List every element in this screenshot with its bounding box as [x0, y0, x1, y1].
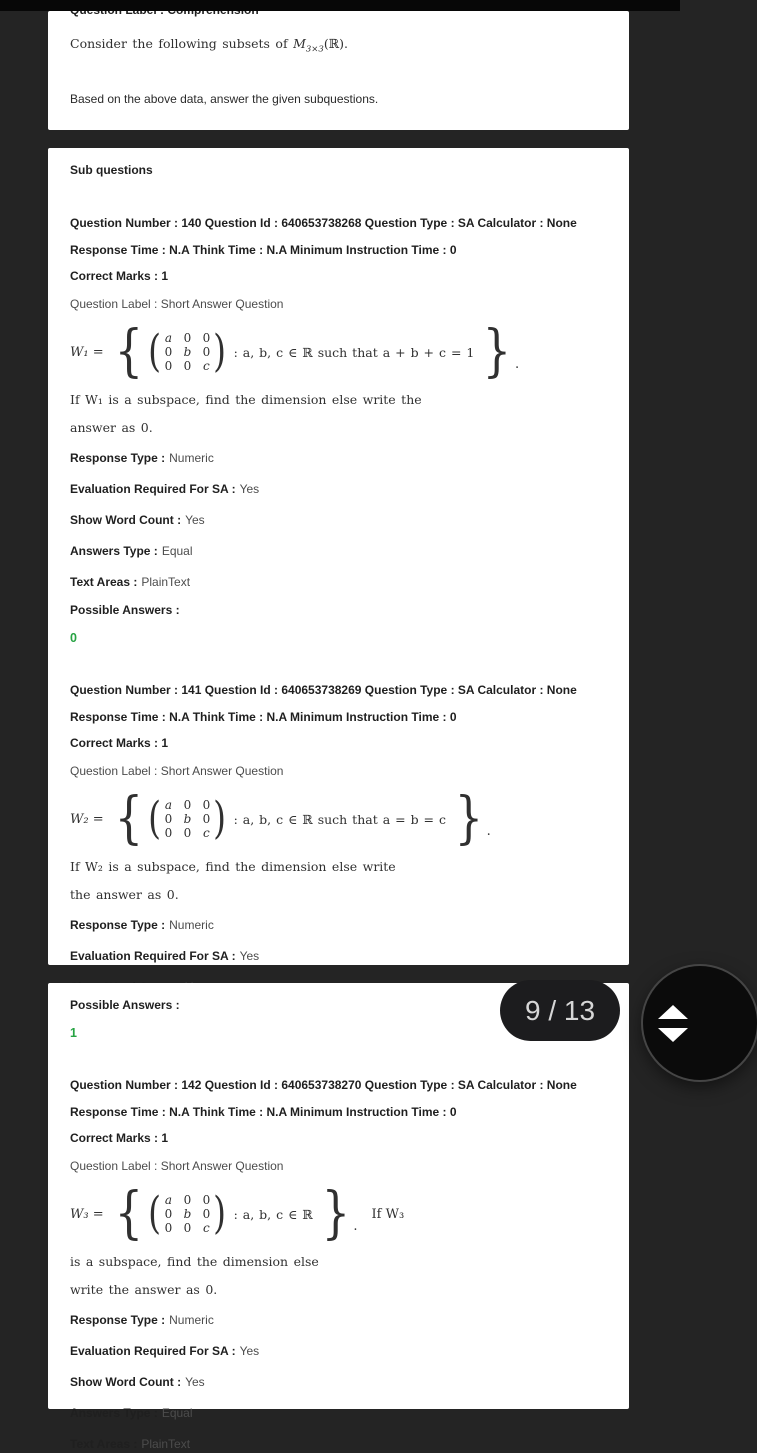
correct-marks-line: Correct Marks : 1	[70, 1131, 169, 1146]
detail-label: Evaluation Required For SA :	[70, 1343, 236, 1358]
detail-value: PlainText	[141, 1436, 191, 1451]
math-period: .	[353, 1219, 358, 1235]
detail-evaluation-required	[70, 947, 607, 965]
close-brace: }	[482, 319, 512, 385]
math-definition-w1	[70, 319, 607, 385]
detail-value: Numeric	[169, 1312, 214, 1327]
detail-label: Text Areas :	[70, 1436, 138, 1451]
math-condition: : a, b, c ∈ ℝ such that a = b = c	[233, 811, 446, 827]
question-header-line1: Question Number : 141 Question Id : 640653738269 Question Type : SA Calculator : None	[70, 682, 577, 697]
possible-answers-label: Possible Answers :	[70, 602, 180, 617]
detail-label: Answers Type :	[70, 1405, 158, 1420]
matrix-w1: a 0 0 0 b 0 0 0 c	[164, 331, 211, 374]
detail-label: Response Type :	[70, 1312, 166, 1327]
possible-answers-label: Possible Answers :	[70, 998, 180, 1012]
detail-response-type	[70, 916, 607, 934]
close-paren: )	[213, 326, 227, 378]
detail-label: Response Type :	[70, 917, 166, 932]
detail-label: Show Word Count :	[70, 512, 182, 527]
detail-value: Yes	[185, 512, 205, 527]
math-lhs: W₁ =	[70, 344, 104, 360]
detail-value: Yes	[239, 481, 260, 496]
detail-value: Numeric	[169, 450, 214, 465]
intro-suffix: (ℝ).	[323, 35, 348, 51]
detail-evaluation-required	[70, 480, 607, 498]
page-indicator-text: 9 / 13	[524, 994, 596, 1026]
open-brace: {	[114, 786, 143, 852]
close-brace: }	[454, 786, 484, 852]
question-label-line: Question Label : Short Answer Question	[70, 764, 284, 779]
matrix-w3: a 0 0 0 b 0 0 0 c	[164, 1193, 211, 1236]
possible-answer-value: 0	[70, 630, 77, 645]
up-arrow-icon	[658, 1005, 688, 1019]
correct-marks-line: Correct Marks : 1	[70, 269, 169, 284]
math-condition: : a, b, c ∈ ℝ such that a + b + c = 1	[233, 344, 475, 360]
detail-label: Answers Type :	[70, 543, 158, 558]
detail-answers-type	[70, 542, 607, 560]
question-header-line1: Question Number : 142 Question Id : 640653738270 Question Type : SA Calculator : None	[70, 1077, 577, 1092]
question-text-line: the answer as 0.	[70, 886, 179, 902]
close-paren: )	[213, 793, 227, 845]
open-paren: (	[148, 793, 162, 845]
math-period: .	[515, 357, 520, 373]
detail-text-areas	[70, 573, 607, 591]
math-period: .	[486, 824, 491, 840]
intro-text: Consider the following subsets of	[70, 35, 288, 51]
question-label-line: Question Label : Short Answer Question	[70, 297, 284, 312]
detail-label: Text Areas :	[70, 574, 138, 589]
math-definition-w2	[70, 786, 607, 852]
matrix-space-symbol: $M_{3\times 3}$	[293, 35, 324, 55]
continued-card	[48, 983, 629, 1451]
detail-response-type	[70, 1311, 607, 1329]
down-arrow-icon	[658, 1028, 688, 1042]
open-paren: (	[148, 326, 162, 378]
page-nav-fab[interactable]	[643, 966, 757, 1080]
detail-show-word-count	[70, 1373, 607, 1391]
top-black-bar	[0, 0, 680, 11]
question-header-line2: Response Time : N.A Think Time : N.A Minimum Instruction Time : 0	[70, 709, 457, 724]
comprehension-intro	[70, 34, 607, 57]
detail-label: Evaluation Required For SA :	[70, 948, 236, 963]
question-text-line: If W₂ is a subspace, find the dimension else write	[70, 859, 396, 875]
question-label-line: Question Label : Short Answer Question	[70, 1159, 284, 1174]
detail-value: Yes	[239, 948, 260, 963]
question-header-line2: Response Time : N.A Think Time : N.A Minimum Instruction Time : 0	[70, 242, 457, 257]
open-brace: {	[114, 319, 143, 385]
question-header-line1: Question Number : 140 Question Id : 640653738268 Question Type : SA Calculator : None	[70, 215, 577, 230]
question-block-140	[70, 217, 607, 645]
based-on-data-text: Based on the above data, answer the given subquestions.	[70, 92, 379, 107]
detail-value: Equal	[161, 1405, 193, 1420]
detail-label: Evaluation Required For SA :	[70, 481, 236, 496]
detail-label: Response Type :	[70, 450, 166, 465]
math-condition: : a, b, c ∈ ℝ	[233, 1206, 313, 1222]
detail-value: Yes	[185, 1374, 205, 1389]
possible-answer-value: 1	[70, 1025, 77, 1040]
matrix-w2: a 0 0 0 b 0 0 0 c	[164, 798, 211, 841]
detail-evaluation-required	[70, 1342, 607, 1360]
detail-value: PlainText	[141, 574, 191, 589]
question-text-line: is a subspace, find the dimension else	[70, 1254, 319, 1270]
question-header-line2: Response Time : N.A Think Time : N.A Minimum Instruction Time : 0	[70, 1104, 457, 1119]
question-text-line: write the answer as 0.	[70, 1281, 218, 1297]
question-text-line: answer as 0.	[70, 419, 153, 435]
subquestions-title: Sub questions	[70, 163, 153, 177]
correct-marks-line: Correct Marks : 1	[70, 736, 169, 751]
comprehension-card	[48, 11, 629, 130]
detail-show-word-count	[70, 511, 607, 529]
question-block-142	[70, 1079, 607, 1453]
detail-value: Yes	[239, 1343, 260, 1358]
question-text-line: If W₁ is a subspace, find the dimension else write the	[70, 392, 422, 408]
math-definition-w3	[70, 1181, 607, 1247]
close-paren: )	[213, 1188, 227, 1240]
math-lhs: W₃ =	[70, 1206, 104, 1222]
open-brace: {	[114, 1181, 143, 1247]
detail-value: Equal	[161, 543, 193, 558]
close-brace: }	[321, 1181, 350, 1247]
math-lhs: W₂ =	[70, 811, 104, 827]
detail-answers-type	[70, 1404, 607, 1422]
detail-text-areas	[70, 1435, 607, 1453]
detail-value: Numeric	[169, 917, 214, 932]
math-after-inline: If W₃	[371, 1206, 405, 1222]
subquestions-card	[48, 148, 629, 965]
open-paren: (	[148, 1188, 162, 1240]
detail-response-type	[70, 449, 607, 467]
page-indicator-badge	[500, 980, 620, 1041]
detail-label: Show Word Count :	[70, 1374, 182, 1389]
